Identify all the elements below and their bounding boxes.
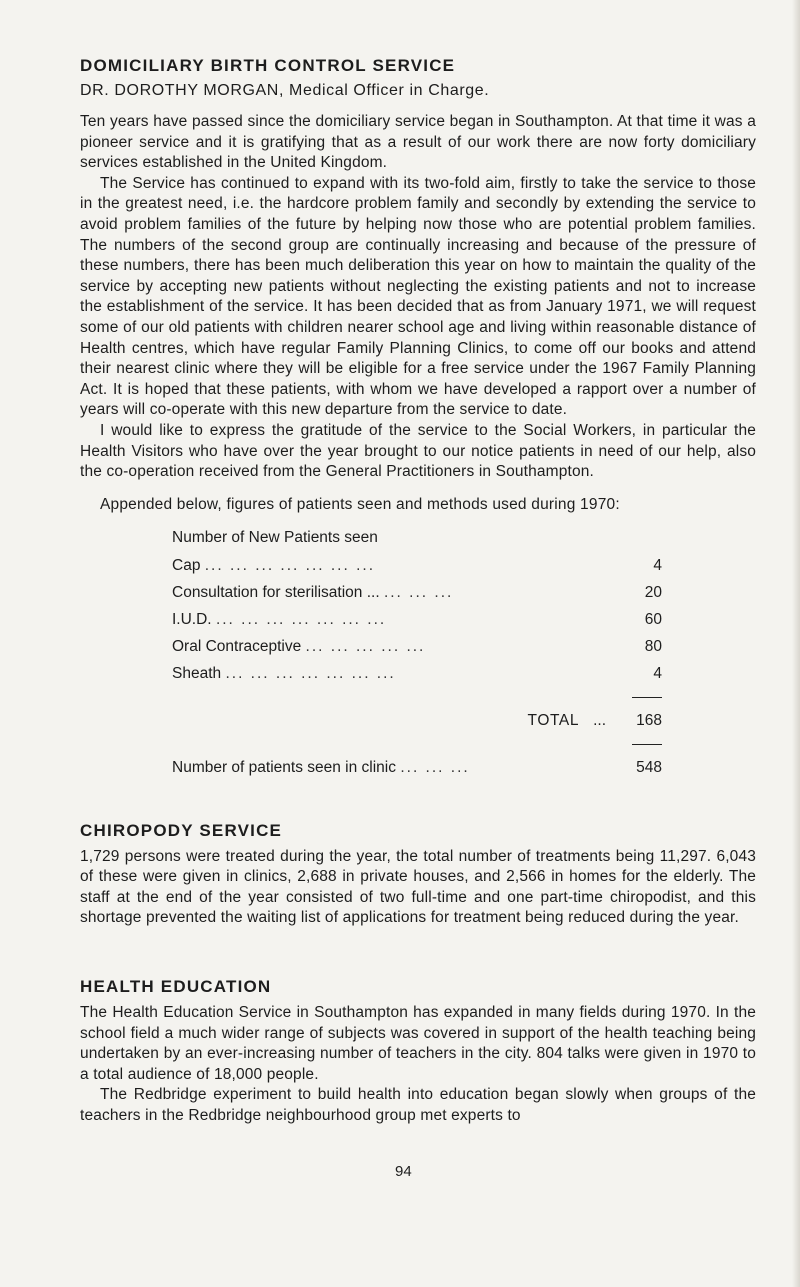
domiciliary-heading: DOMICILIARY BIRTH CONTROL SERVICE — [80, 56, 456, 75]
total-row — [172, 707, 662, 734]
page-edge-shadow — [792, 0, 800, 1287]
row-value: 60 — [644, 610, 662, 628]
row-value: 80 — [644, 637, 662, 655]
row-label: Oral Contraceptive — [172, 637, 302, 655]
health-education-heading: HEALTH EDUCATION — [80, 977, 272, 997]
document-page — [80, 56, 756, 1127]
chiropody-heading: CHIROPODY SERVICE — [80, 820, 283, 840]
total-dots: ... — [593, 711, 606, 729]
chiropody-section — [80, 821, 756, 929]
total-label: TOTAL — [527, 711, 580, 729]
row-label: Consultation for sterilisation ... — [172, 583, 380, 601]
table-row — [172, 633, 662, 660]
health-education-paragraph-1: The Health Education Service in Southampton has expanded in many fields during 1970. In the school field a much wider range of subjects was covered in support of the health teaching being undertaken by an ever-increasing number of teachers in the city. 804 talks were given in 1970 to a total audience of 18,000 people. — [80, 1004, 756, 1083]
table-row — [172, 606, 662, 633]
table-row — [172, 552, 662, 579]
clinic-row — [172, 754, 662, 781]
domiciliary-paragraph-1: Ten years have passed since the domiciliary service began in Southampton. At that time it was a pioneer service and it is gratifying that as a result of our work there are now forty domiciliary services established in the United Kingdom. — [80, 113, 756, 172]
row-value: 4 — [653, 556, 662, 574]
row-dots: ... ... ... — [383, 583, 454, 601]
sum-rule — [172, 687, 662, 707]
row-dots: ... ... ... ... ... — [305, 637, 426, 655]
appended-intro: Appended below, figures of patients seen and methods used during 1970: — [100, 495, 620, 513]
clinic-value: 548 — [636, 758, 662, 776]
total-rule — [172, 734, 662, 754]
domiciliary-paragraph-2: The Service has continued to expand with its two-fold aim, firstly to take the service to those in the greatest need, i.e. the hardcore problem family and secondly by extending the service to avoid problem families of the future by helping now those who are potential problem families. The numbers of the second group are continually increasing and because of the pressure of these numbers, there has been much deliberation this year on how to maintain the quality of the service by accepting new patients without neglecting the existing patients and not to increase the establishment of the service. It has been decided that as from January 1971, we will request some of our old patients with children nearer school age and living within reasonable distance of Health centres, which have regular Family Planning Clinics, to come off our books and attend their nearest clinic where they will be eligible for a free service under the 1967 Family Planning Act. It is hoped that these patients, with whom we have developed a rapport over a number of years will co-operate with this new departure from the service to date. — [80, 174, 756, 419]
page-number: 94 — [395, 1163, 412, 1180]
domiciliary-paragraph-3: I would like to express the gratitude of the service to the Social Workers, in particular the Health Visitors who have over the year brought to our notice patients in need of our help, also the co-operation received from the General Practitioners in Southampton. — [80, 421, 756, 481]
table-row — [172, 579, 662, 606]
table-title: Number of New Patients seen — [172, 528, 378, 546]
row-label: I.U.D. — [172, 610, 212, 628]
patients-table — [172, 524, 662, 781]
health-education-section — [80, 977, 756, 1127]
officer-in-charge: DR. DOROTHY MORGAN, Medical Officer in Charge. — [80, 82, 490, 99]
row-dots: ... ... ... ... ... ... ... — [215, 610, 387, 628]
clinic-dots: ... ... ... — [400, 758, 470, 776]
row-dots: ... ... ... ... ... ... ... — [204, 556, 376, 574]
total-value: 168 — [636, 711, 662, 729]
table-row — [172, 660, 662, 687]
chiropody-paragraph: 1,729 persons were treated during the year, the total number of treatments being 11,297. 6,043 of these were given in clinics, 2,688 in private houses, and 2,566 in homes for the elderly. The staff at the end of the year consisted of two full-time and one part-time chiropodist, and this shortage prevented the waiting list of applications for treatment being reduced during the year. — [80, 847, 756, 927]
row-value: 20 — [644, 583, 662, 601]
row-label: Cap — [172, 556, 201, 574]
health-education-paragraph-2: The Redbridge experiment to build health into education began slowly when groups of the teachers in the Redbridge neighbourhood group met experts to — [80, 1086, 756, 1125]
row-value: 4 — [653, 664, 662, 682]
clinic-label: Number of patients seen in clinic — [172, 758, 397, 776]
row-dots: ... ... ... ... ... ... ... — [225, 664, 396, 682]
row-label: Sheath — [172, 664, 222, 682]
